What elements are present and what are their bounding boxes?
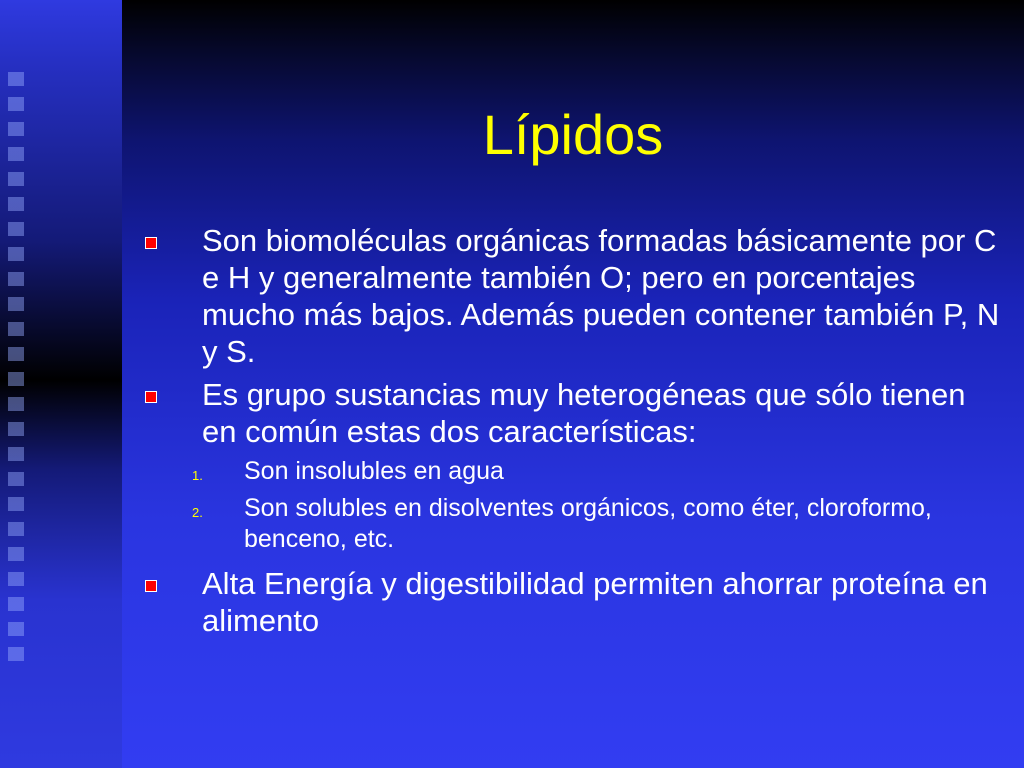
sublist-text: Son solubles en disolventes orgánicos, como éter, cloroformo, benceno, etc.	[244, 494, 932, 553]
bullet-text: Es grupo sustancias muy heterogéneas que sólo tienen en común estas dos características:	[202, 377, 966, 449]
bullet-item	[140, 565, 1000, 639]
sublist-item	[140, 493, 1000, 555]
bullet-text: Alta Energía y digestibilidad permiten ahorrar proteína en alimento	[202, 566, 988, 638]
sublist-number: 1.	[192, 468, 203, 483]
sublist-text: Son insolubles en agua	[244, 457, 504, 485]
decorative-sidebar	[0, 0, 122, 768]
bullet-item	[140, 222, 1000, 370]
numbered-sublist	[140, 456, 1000, 555]
bullet-item	[140, 376, 1000, 450]
slide-content	[140, 222, 1000, 645]
slide-title: Lípidos	[482, 103, 664, 166]
bullet-square-icon	[145, 580, 157, 592]
bullet-square-icon	[145, 391, 157, 403]
decorative-squares	[8, 72, 24, 672]
bullet-square-icon	[145, 237, 157, 249]
bullet-text: Son biomoléculas orgánicas formadas básicamente por C e H y generalmente también O; pero en porcentajes mucho más bajos. Además pueden contener también P, N y S.	[202, 223, 1000, 369]
sublist-item	[140, 456, 1000, 487]
sublist-number: 2.	[192, 505, 203, 520]
